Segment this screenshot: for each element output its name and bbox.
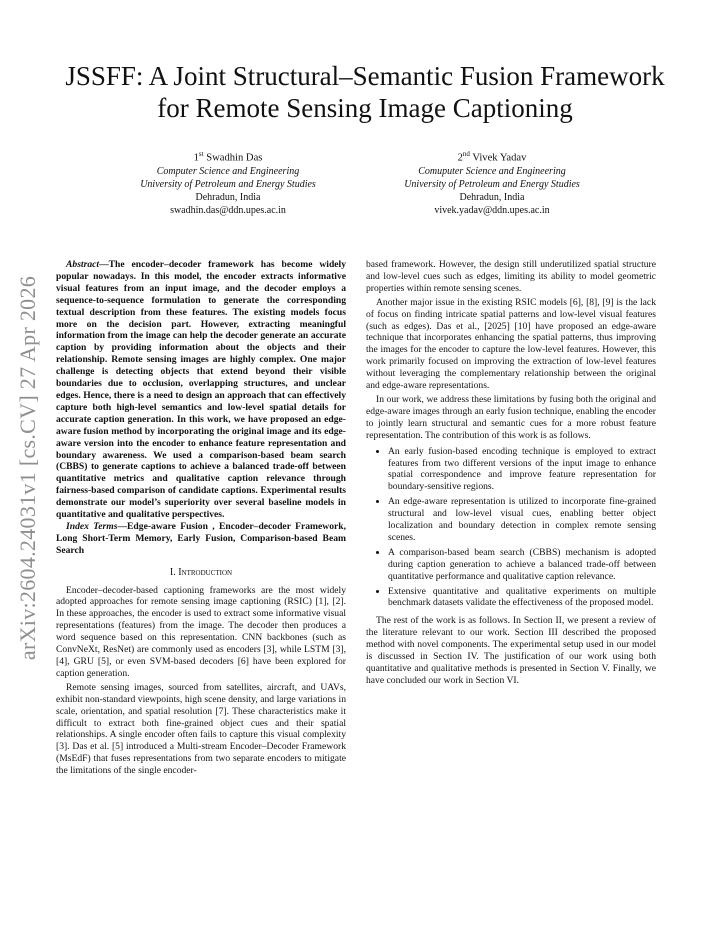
index-terms: [56, 521, 346, 557]
right-paragraph-1: based framework. However, the design still underutilized spatial structure and low-level cues such as edges, limiting its ability to model geometric properties within remote sensing scenes.: [366, 259, 656, 294]
author-block-2: [352, 148, 632, 217]
author-name-text-1: Swadhin Das: [206, 152, 263, 164]
section-heading-introduction: I. Introduction: [169, 566, 233, 578]
author-ordinal-2: 2: [457, 152, 463, 164]
right-paragraph-3: In our work, we address these limitations by fusing both the original and edge-aware images through an early fusion technique, enabling the encoder to jointly learn structural and semantic cues for a more robust feature representation. The contribution of this work is as follows.: [366, 393, 656, 441]
author-university-1: University of Petroleum and Energy Studies: [140, 178, 316, 190]
intro-paragraph-2: Remote sensing images, sourced from satellites, aircraft, and UAVs, exhibit non-standard viewpoints, high scene density, and large variations in scale, orientation, and spatial resolution [7]. These characteristics make it difficult to extract both fine-grained object cues and their spatial relationships. A single encoder often fails to capture this visual complexity [3]. Das et al. [5] introduced a Multi-stream Encoder–Decoder Framework (MsEdF) that fuses representations from two separate encoders to mitigate the limitations of the single encoder-: [56, 681, 346, 777]
author-block-1: [88, 148, 368, 217]
contribution-item-3: • A comparison-based beam search (CBBS) mechanism is adopted during caption generation to achieve a balanced trade-off between quantitative performance and qualitative caption relevance.: [388, 547, 656, 583]
author-ordinal-1: 1: [193, 152, 199, 164]
author-name-2: [352, 148, 632, 165]
author-location-2: Dehradun, India: [459, 191, 525, 203]
abstract: [56, 259, 346, 521]
right-paragraph-4: The rest of the work is as follows. In Section II, we present a review of the literature relevant to our work. Section III described the proposed method with novel components. The experimental setup used in our model is discussed in Section IV. The justification of our work using both quantitative and qualitative methods is presented in Section V. Finally, we have concluded our work in Section VI.: [366, 615, 656, 686]
author-location-1: Dehradun, India: [195, 191, 261, 203]
right-paragraph-2: Another major issue in the existing RSIC models [6], [8], [9] is the lack of focus on finding intricate spatial patterns and low-level visual features (such as edges). Das et al., [2025] [10] have proposed an edge-aware technique that incorporates enhancing the spatial patterns, thus improving the images for the encoder to capture the low-level features. However, this work primarily focused on improving the extraction of low-level features without leveraging the complementary relationship between the original and edge-aware representations.: [366, 296, 656, 392]
index-terms-text: —Edge-aware Fusion , Encoder–decoder Framework, Long Short-Term Memory, Early Fusion, Comparison-based Beam Search: [56, 520, 346, 556]
abstract-lead: Abstract: [66, 259, 100, 270]
author-ordinal-suffix-2: nd: [462, 150, 470, 158]
contribution-item-1: • An early fusion-based encoding technique is employed to extract features from two different versions of the input image to enhance spatial correspondence and improve feature representation for boundary-sensitive regions.: [388, 446, 656, 494]
left-column: [56, 259, 346, 777]
author-name-1: [88, 148, 368, 165]
author-name-text-2: Vivek Yadav: [472, 152, 527, 164]
contribution-item-4: • Extensive quantitative and qualitative experiments on multiple benchmark datasets validate the effectiveness of the proposed model.: [388, 586, 656, 610]
arxiv-sidebar: [8, 258, 48, 678]
author-email-1[interactable]: swadhin.das@ddn.upes.ac.in: [170, 204, 286, 216]
intro-paragraph-1: Encoder–decoder-based captioning frameworks are the most widely adopted approaches for remote sensing image captioning (RSIC) [1], [2]. In these approaches, the encoder is used to extract some informative visual representations (features) from the image. The decoder then produces a word sequence based on this representation. CNN backbones (such as ConvNeXt, ResNet) are commonly used as encoders [3], while LSTM [3], [4], GRU [5], or even SVM-based decoders [6] have been explored for caption generation.: [56, 584, 346, 679]
contribution-item-2: • An edge-aware representation is utilized to incorporate fine-grained structural and low-level visual cues, enabling better object localization and boundary detection in complex remote sensing scenes.: [388, 496, 656, 544]
author-department-2: Comuputer Science and Engineering: [418, 165, 566, 177]
paper-title: JSSFF: A Joint Structural–Semantic Fusion Framework for Remote Sensing Image Captioning: [65, 61, 665, 123]
index-terms-lead: Index Terms: [66, 520, 118, 532]
author-university-2: University of Petroleum and Energy Studies: [404, 178, 580, 190]
arxiv-identifier: arXiv:2604.24031v1 [cs.CV] 27 Apr 2026: [15, 275, 40, 661]
author-ordinal-suffix-1: st: [198, 150, 204, 158]
author-department-1: Computer Science and Engineering: [156, 165, 300, 177]
author-email-2[interactable]: vivek.yadav@ddn.upes.ac.in: [434, 204, 550, 216]
abstract-text: —The encoder–decoder framework has become widely popular nowadays. In this model, the encoder extracts informative visual features from an input image, and the decoder employs a sequence-to-sequence formulation to generate the corresponding textual description from these features. The existing models focus more on the decision part. However, extracting meaningful information from the image can help the decoder generate an accurate caption by providing information about the objects and their relationship. Remote sensing images are highly complex. One major challenge is detecting objects that extend beyond their visible boundaries due to occlusion, overlapping structures, and unclear edges. Hence, there is a need to design an approach that can effectively capture both high-level semantics and low-level spatial details for accurate caption generation. In this work, we have proposed an edge-aware fusion method by incorporating the original image and its edge-aware version into the encoder to enhance feature representation and boundary awareness. We used a comparison-based beam search (CBBS) to generate captions to achieve a balanced trade-off between quantitative metrics and qualitative caption relevance through fairness-based comparison of candidate captions. Experimental results demonstrate our model’s superiority over several baseline models in quantitative and qualitative perspectives.: [56, 259, 346, 521]
right-column: [366, 259, 656, 687]
contribution-list: [366, 446, 656, 610]
